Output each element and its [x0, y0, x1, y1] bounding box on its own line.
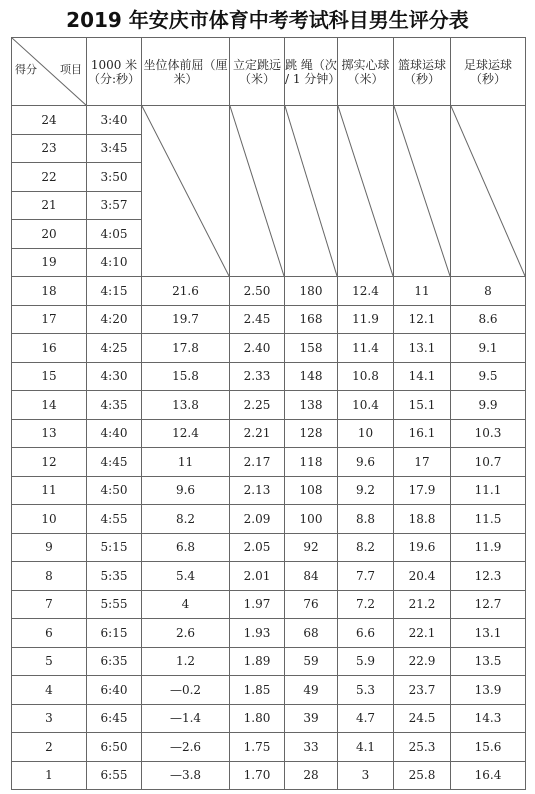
- basketball-cell: 14.1: [394, 362, 451, 391]
- long-jump-cell: 1.89: [230, 647, 285, 676]
- header-rope-skip: 跳 绳（次 / 1 分钟）: [285, 38, 338, 106]
- football-cell: 8.6: [451, 305, 526, 334]
- header-corner: [12, 38, 87, 106]
- long-jump-cell: 1.97: [230, 590, 285, 619]
- sit-reach-cell: —2.6: [142, 733, 230, 762]
- empty-shot-ball-cell: [338, 106, 394, 277]
- rope-skip-cell: 180: [285, 277, 338, 306]
- shot-ball-cell: 10.8: [338, 362, 394, 391]
- long-jump-cell: 2.25: [230, 391, 285, 420]
- long-jump-cell: 2.40: [230, 334, 285, 363]
- football-cell: 11.5: [451, 505, 526, 534]
- long-jump-cell: 2.17: [230, 448, 285, 477]
- football-cell: 12.3: [451, 562, 526, 591]
- header-long-jump: 立定跳远（米）: [230, 38, 285, 106]
- score-cell: 22: [12, 163, 87, 192]
- sit-reach-cell: 6.8: [142, 533, 230, 562]
- basketball-cell: 23.7: [394, 676, 451, 705]
- shot-ball-cell: 3: [338, 761, 394, 790]
- header-football: 足球运球（秒）: [451, 38, 526, 106]
- 1000m-cell: 6:45: [87, 704, 142, 733]
- sit-reach-cell: 15.8: [142, 362, 230, 391]
- sit-reach-cell: 8.2: [142, 505, 230, 534]
- table-row: [12, 391, 526, 420]
- 1000m-cell: 5:55: [87, 590, 142, 619]
- football-cell: 9.1: [451, 334, 526, 363]
- table-row: [12, 533, 526, 562]
- 1000m-cell: 4:15: [87, 277, 142, 306]
- sit-reach-cell: 19.7: [142, 305, 230, 334]
- shot-ball-cell: 5.3: [338, 676, 394, 705]
- 1000m-cell: 6:50: [87, 733, 142, 762]
- score-cell: 19: [12, 248, 87, 277]
- sit-reach-cell: 21.6: [142, 277, 230, 306]
- basketball-cell: 22.1: [394, 619, 451, 648]
- score-cell: 11: [12, 476, 87, 505]
- football-cell: 11.1: [451, 476, 526, 505]
- sit-reach-cell: 2.6: [142, 619, 230, 648]
- empty-basketball-cell: [394, 106, 451, 277]
- sit-reach-cell: 13.8: [142, 391, 230, 420]
- 1000m-cell: 3:50: [87, 163, 142, 192]
- 1000m-cell: 3:45: [87, 134, 142, 163]
- 1000m-cell: 4:40: [87, 419, 142, 448]
- diagonal-line: [338, 106, 393, 276]
- rope-skip-cell: 108: [285, 476, 338, 505]
- 1000m-cell: 3:40: [87, 106, 142, 135]
- shot-ball-cell: 4.7: [338, 704, 394, 733]
- table-row: [12, 562, 526, 591]
- long-jump-cell: 2.05: [230, 533, 285, 562]
- empty-long-jump-cell: [230, 106, 285, 277]
- score-cell: 2: [12, 733, 87, 762]
- sit-reach-cell: 11: [142, 448, 230, 477]
- football-cell: 8: [451, 277, 526, 306]
- shot-ball-cell: 8.2: [338, 533, 394, 562]
- score-cell: 24: [12, 106, 87, 135]
- shot-ball-cell: 7.2: [338, 590, 394, 619]
- shot-ball-cell: 10: [338, 419, 394, 448]
- long-jump-cell: 2.09: [230, 505, 285, 534]
- rope-skip-cell: 138: [285, 391, 338, 420]
- long-jump-cell: 1.85: [230, 676, 285, 705]
- shot-ball-cell: 9.2: [338, 476, 394, 505]
- score-label: 得分: [15, 63, 37, 76]
- long-jump-cell: 2.21: [230, 419, 285, 448]
- football-cell: 13.1: [451, 619, 526, 648]
- score-cell: 6: [12, 619, 87, 648]
- sit-reach-cell: —1.4: [142, 704, 230, 733]
- header-sit-reach: 坐位体前屈（厘米）: [142, 38, 230, 106]
- sit-reach-cell: 1.2: [142, 647, 230, 676]
- basketball-cell: 24.5: [394, 704, 451, 733]
- header-1000m: 1000 米（分:秒）: [87, 38, 142, 106]
- rope-skip-cell: 59: [285, 647, 338, 676]
- rope-skip-cell: 33: [285, 733, 338, 762]
- shot-ball-cell: 10.4: [338, 391, 394, 420]
- long-jump-cell: 1.80: [230, 704, 285, 733]
- score-cell: 18: [12, 277, 87, 306]
- page-title: 2019 年安庆市体育中考考试科目男生评分表: [66, 8, 469, 32]
- score-table: [11, 37, 526, 790]
- rope-skip-cell: 84: [285, 562, 338, 591]
- table-row: [12, 590, 526, 619]
- basketball-cell: 17.9: [394, 476, 451, 505]
- rope-skip-cell: 118: [285, 448, 338, 477]
- basketball-cell: 11: [394, 277, 451, 306]
- sit-reach-cell: —0.2: [142, 676, 230, 705]
- shot-ball-cell: 7.7: [338, 562, 394, 591]
- basketball-cell: 17: [394, 448, 451, 477]
- basketball-cell: 25.8: [394, 761, 451, 790]
- rope-skip-cell: 28: [285, 761, 338, 790]
- long-jump-cell: 2.45: [230, 305, 285, 334]
- score-cell: 17: [12, 305, 87, 334]
- table-row: [12, 505, 526, 534]
- table-row: [12, 277, 526, 306]
- basketball-cell: 12.1: [394, 305, 451, 334]
- 1000m-cell: 4:45: [87, 448, 142, 477]
- long-jump-cell: 1.75: [230, 733, 285, 762]
- diagonal-line: [142, 106, 229, 276]
- shot-ball-cell: 8.8: [338, 505, 394, 534]
- rope-skip-cell: 148: [285, 362, 338, 391]
- 1000m-cell: 4:25: [87, 334, 142, 363]
- 1000m-cell: 6:40: [87, 676, 142, 705]
- table-row: [12, 476, 526, 505]
- sit-reach-cell: 9.6: [142, 476, 230, 505]
- basketball-cell: 16.1: [394, 419, 451, 448]
- long-jump-cell: 1.93: [230, 619, 285, 648]
- football-cell: 13.5: [451, 647, 526, 676]
- sit-reach-cell: —3.8: [142, 761, 230, 790]
- empty-sit-reach-cell: [142, 106, 230, 277]
- score-cell: 1: [12, 761, 87, 790]
- empty-rope-skip-cell: [285, 106, 338, 277]
- shot-ball-cell: 5.9: [338, 647, 394, 676]
- score-cell: 12: [12, 448, 87, 477]
- table-row: [12, 761, 526, 790]
- table-row: [12, 362, 526, 391]
- football-cell: 9.5: [451, 362, 526, 391]
- football-cell: 12.7: [451, 590, 526, 619]
- table-row: [12, 334, 526, 363]
- table-row: [12, 419, 526, 448]
- rope-skip-cell: 92: [285, 533, 338, 562]
- sit-reach-cell: 5.4: [142, 562, 230, 591]
- score-cell: 16: [12, 334, 87, 363]
- long-jump-cell: 2.01: [230, 562, 285, 591]
- header-basketball: 篮球运球（秒）: [394, 38, 451, 106]
- sit-reach-cell: 17.8: [142, 334, 230, 363]
- diagonal-line: [394, 106, 450, 276]
- rope-skip-cell: 168: [285, 305, 338, 334]
- basketball-cell: 18.8: [394, 505, 451, 534]
- 1000m-cell: 6:35: [87, 647, 142, 676]
- 1000m-cell: 6:15: [87, 619, 142, 648]
- empty-football-cell: [451, 106, 526, 277]
- shot-ball-cell: 11.9: [338, 305, 394, 334]
- shot-ball-cell: 9.6: [338, 448, 394, 477]
- table-row: [12, 704, 526, 733]
- score-cell: 13: [12, 419, 87, 448]
- table-row: [12, 647, 526, 676]
- football-cell: 15.6: [451, 733, 526, 762]
- 1000m-cell: 4:10: [87, 248, 142, 277]
- score-cell: 9: [12, 533, 87, 562]
- score-cell: 14: [12, 391, 87, 420]
- score-cell: 4: [12, 676, 87, 705]
- shot-ball-cell: 12.4: [338, 277, 394, 306]
- rope-skip-cell: 39: [285, 704, 338, 733]
- header-shot-ball: 掷实心球（米）: [338, 38, 394, 106]
- score-cell: 21: [12, 191, 87, 220]
- score-cell: 7: [12, 590, 87, 619]
- diagonal-line: [285, 106, 337, 276]
- rope-skip-cell: 68: [285, 619, 338, 648]
- basketball-cell: 25.3: [394, 733, 451, 762]
- basketball-cell: 19.6: [394, 533, 451, 562]
- score-cell: 15: [12, 362, 87, 391]
- score-cell: 5: [12, 647, 87, 676]
- football-cell: 13.9: [451, 676, 526, 705]
- football-cell: 9.9: [451, 391, 526, 420]
- shot-ball-cell: 11.4: [338, 334, 394, 363]
- shot-ball-cell: 6.6: [338, 619, 394, 648]
- table-row: [12, 676, 526, 705]
- table-row: [12, 619, 526, 648]
- score-cell: 3: [12, 704, 87, 733]
- basketball-cell: 21.2: [394, 590, 451, 619]
- 1000m-cell: 4:30: [87, 362, 142, 391]
- score-cell: 20: [12, 220, 87, 249]
- score-cell: 23: [12, 134, 87, 163]
- long-jump-cell: 2.50: [230, 277, 285, 306]
- basketball-cell: 20.4: [394, 562, 451, 591]
- football-cell: 10.7: [451, 448, 526, 477]
- table-row: [12, 305, 526, 334]
- rope-skip-cell: 158: [285, 334, 338, 363]
- sit-reach-cell: 4: [142, 590, 230, 619]
- 1000m-cell: 4:35: [87, 391, 142, 420]
- rope-skip-cell: 128: [285, 419, 338, 448]
- basketball-cell: 22.9: [394, 647, 451, 676]
- rope-skip-cell: 49: [285, 676, 338, 705]
- 1000m-cell: 4:05: [87, 220, 142, 249]
- 1000m-cell: 4:50: [87, 476, 142, 505]
- 1000m-cell: 4:55: [87, 505, 142, 534]
- diagonal-line: [451, 106, 525, 276]
- basketball-cell: 15.1: [394, 391, 451, 420]
- football-cell: 16.4: [451, 761, 526, 790]
- football-cell: 14.3: [451, 704, 526, 733]
- score-cell: 10: [12, 505, 87, 534]
- football-cell: 10.3: [451, 419, 526, 448]
- sit-reach-cell: 12.4: [142, 419, 230, 448]
- diagonal-line: [230, 106, 284, 276]
- table-row: [12, 448, 526, 477]
- 1000m-cell: 5:35: [87, 562, 142, 591]
- long-jump-cell: 2.13: [230, 476, 285, 505]
- rope-skip-cell: 76: [285, 590, 338, 619]
- rope-skip-cell: 100: [285, 505, 338, 534]
- 1000m-cell: 3:57: [87, 191, 142, 220]
- shot-ball-cell: 4.1: [338, 733, 394, 762]
- score-cell: 8: [12, 562, 87, 591]
- item-label: 项目: [60, 63, 82, 76]
- 1000m-cell: 6:55: [87, 761, 142, 790]
- table-row: [12, 106, 526, 135]
- 1000m-cell: 5:15: [87, 533, 142, 562]
- table-row: [12, 733, 526, 762]
- basketball-cell: 13.1: [394, 334, 451, 363]
- 1000m-cell: 4:20: [87, 305, 142, 334]
- long-jump-cell: 2.33: [230, 362, 285, 391]
- football-cell: 11.9: [451, 533, 526, 562]
- long-jump-cell: 1.70: [230, 761, 285, 790]
